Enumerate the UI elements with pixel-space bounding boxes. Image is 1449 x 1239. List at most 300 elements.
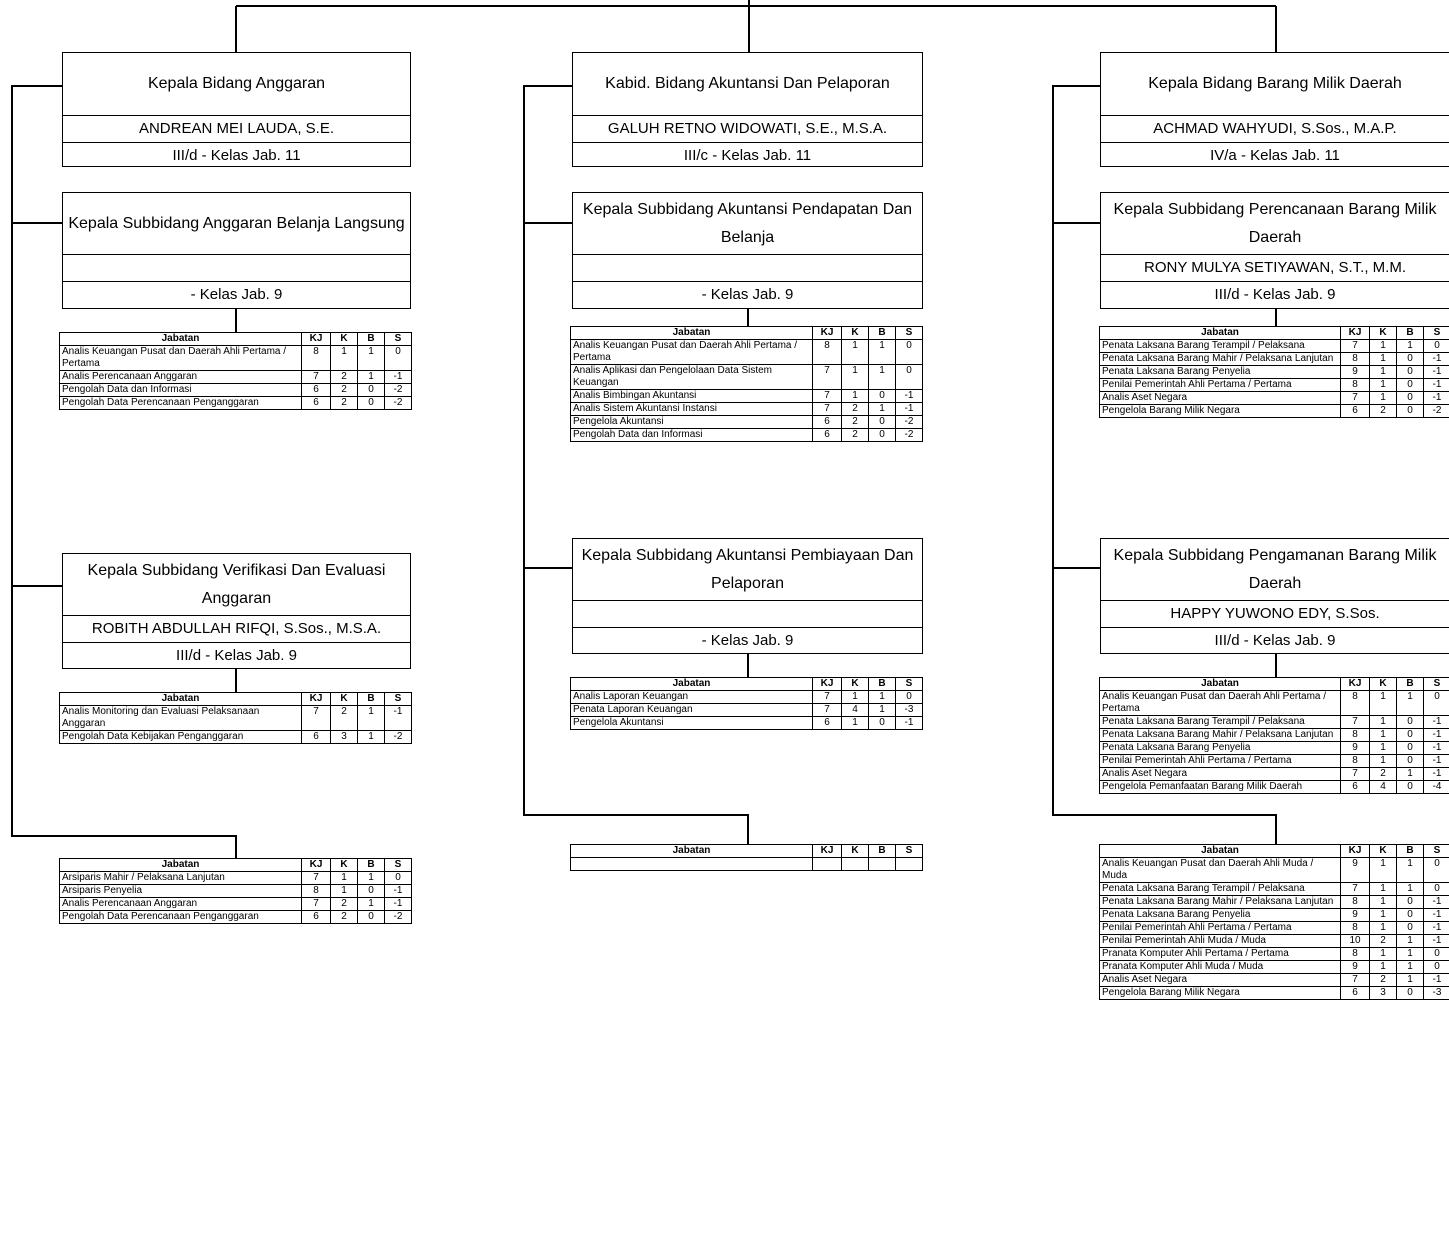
value-cell-s: -1 — [1424, 729, 1449, 742]
table-row — [1100, 366, 1449, 379]
table-row — [60, 371, 412, 384]
value-cell-s: 0 — [896, 691, 923, 704]
box-grade: III/d - Kelas Jab. 11 — [172, 147, 301, 164]
value-cell-b: 0 — [1397, 987, 1424, 1000]
box-grade: - Kelas Jab. 9 — [701, 632, 794, 649]
jabatan-table-akuntansi-pembiayaan — [570, 677, 923, 730]
value-cell-b — [869, 858, 896, 871]
value-cell-kj: 6 — [813, 416, 842, 429]
value-cell-k: 1 — [1370, 340, 1397, 353]
table-row — [1100, 691, 1449, 716]
box-grade: IV/a - Kelas Jab. 11 — [1210, 147, 1340, 164]
value-cell-b: 1 — [1397, 948, 1424, 961]
jabatan-cell: Arsiparis Mahir / Pelaksana Lanjutan — [60, 872, 302, 885]
table-header-row — [60, 859, 412, 872]
value-cell-k: 2 — [1370, 405, 1397, 418]
value-cell-k: 1 — [331, 872, 358, 885]
box-subbidang-pengamanan-barang — [1100, 538, 1449, 654]
jabatan-cell: Analis Aplikasi dan Pengelolaan Data Sistem Keuangan — [571, 365, 813, 390]
value-cell-k: 1 — [1370, 896, 1397, 909]
value-cell-kj: 6 — [813, 717, 842, 730]
value-cell-s: 0 — [1424, 691, 1449, 716]
value-cell-kj: 7 — [1341, 340, 1370, 353]
value-cell-b: 0 — [1397, 405, 1424, 418]
value-cell-k: 3 — [331, 731, 358, 744]
box-title: Kepala Bidang Anggaran — [63, 53, 410, 116]
jabatan-table-bidang-akuntansi — [570, 844, 923, 871]
value-cell-s — [896, 858, 923, 871]
table-row — [1100, 392, 1449, 405]
value-cell-kj: 8 — [1341, 691, 1370, 716]
table-row — [1100, 729, 1449, 742]
jabatan-cell: Penilai Pemerintah Ahli Pertama / Pertama — [1100, 379, 1341, 392]
table-row — [60, 346, 412, 371]
table-row — [571, 704, 923, 717]
value-cell-s: -1 — [1424, 366, 1449, 379]
value-cell-k: 2 — [331, 898, 358, 911]
value-cell-b: 1 — [1397, 961, 1424, 974]
value-cell-s: 0 — [896, 340, 923, 365]
value-cell-b: 0 — [358, 885, 385, 898]
value-cell-s: -2 — [385, 731, 412, 744]
column-header-jabatan: Jabatan — [1100, 678, 1341, 691]
value-cell-k: 1 — [1370, 353, 1397, 366]
value-cell-kj: 8 — [813, 340, 842, 365]
column-header-k: K — [331, 333, 358, 346]
jabatan-cell: Analis Sistem Akuntansi Instansi — [571, 403, 813, 416]
jabatan-table-perencanaan-barang — [1099, 326, 1449, 418]
column-header-b: B — [1397, 327, 1424, 340]
value-cell-s: -1 — [1424, 716, 1449, 729]
value-cell-k: 1 — [1370, 858, 1397, 883]
column-header-s: S — [1424, 678, 1449, 691]
value-cell-b: 0 — [1397, 909, 1424, 922]
value-cell-k: 2 — [331, 384, 358, 397]
value-cell-b: 1 — [358, 371, 385, 384]
value-cell-b: 1 — [869, 340, 896, 365]
column-header-s: S — [385, 859, 412, 872]
column-header-b: B — [1397, 678, 1424, 691]
box-subbidang-verifikasi — [62, 553, 411, 669]
value-cell-s: -1 — [1424, 974, 1449, 987]
column-header-k: K — [1370, 845, 1397, 858]
value-cell-k: 1 — [1370, 948, 1397, 961]
jabatan-cell — [571, 858, 813, 871]
value-cell-b: 0 — [1397, 781, 1424, 794]
box-subbidang-akuntansi-pendapatan — [572, 192, 923, 309]
value-cell-kj: 6 — [302, 911, 331, 924]
value-cell-s: -1 — [385, 371, 412, 384]
column-header-kj: KJ — [813, 678, 842, 691]
column-header-s: S — [1424, 327, 1449, 340]
table-row — [1100, 742, 1449, 755]
table-row — [1100, 909, 1449, 922]
value-cell-kj: 8 — [1341, 379, 1370, 392]
value-cell-b: 0 — [1397, 379, 1424, 392]
column-header-jabatan: Jabatan — [60, 859, 302, 872]
jabatan-cell: Penilai Pemerintah Ahli Pertama / Pertama — [1100, 922, 1341, 935]
box-grade: III/d - Kelas Jab. 9 — [1214, 286, 1336, 303]
table-row — [571, 858, 923, 871]
table-row — [571, 340, 923, 365]
box-title: Kepala Subbidang Perencanaan Barang Milik Daerah — [1101, 193, 1449, 255]
jabatan-table-pengamanan-barang — [1099, 677, 1449, 794]
value-cell-b: 1 — [869, 704, 896, 717]
jabatan-table-akuntansi-pendapatan — [570, 326, 923, 442]
value-cell-kj: 8 — [1341, 896, 1370, 909]
value-cell-s: -2 — [385, 911, 412, 924]
box-person-name: ROBITH ABDULLAH RIFQI, S.Sos., M.S.A. — [63, 616, 410, 643]
table-row — [1100, 935, 1449, 948]
table-row — [1100, 961, 1449, 974]
value-cell-s: 0 — [1424, 961, 1449, 974]
column-header-kj: KJ — [1341, 845, 1370, 858]
value-cell-s: -1 — [1424, 392, 1449, 405]
box-person-name: ANDREAN MEI LAUDA, S.E. — [63, 116, 410, 143]
value-cell-k: 4 — [842, 704, 869, 717]
box-kepala-bidang-barang — [1100, 52, 1449, 167]
value-cell-s: -1 — [1424, 768, 1449, 781]
value-cell-k: 3 — [1370, 987, 1397, 1000]
column-header-k: K — [1370, 678, 1397, 691]
table-row — [1100, 340, 1449, 353]
value-cell-kj: 7 — [302, 872, 331, 885]
column-header-s: S — [385, 693, 412, 706]
box-title: Kepala Subbidang Pengamanan Barang Milik Daerah — [1101, 539, 1449, 601]
value-cell-kj: 9 — [1341, 961, 1370, 974]
value-cell-s: 0 — [385, 346, 412, 371]
jabatan-cell: Pengelola Barang Milik Negara — [1100, 987, 1341, 1000]
value-cell-b: 0 — [869, 429, 896, 442]
value-cell-k: 2 — [331, 371, 358, 384]
column-header-k: K — [1370, 327, 1397, 340]
value-cell-kj: 7 — [1341, 883, 1370, 896]
value-cell-s: -2 — [1424, 405, 1449, 418]
value-cell-k: 1 — [1370, 366, 1397, 379]
value-cell-k: 1 — [1370, 729, 1397, 742]
value-cell-b: 1 — [358, 346, 385, 371]
column-header-b: B — [358, 693, 385, 706]
column-header-k: K — [331, 693, 358, 706]
table-row — [60, 885, 412, 898]
value-cell-s: -1 — [1424, 935, 1449, 948]
value-cell-k: 1 — [1370, 961, 1397, 974]
value-cell-k: 1 — [842, 717, 869, 730]
value-cell-k: 2 — [1370, 974, 1397, 987]
value-cell-k: 1 — [842, 390, 869, 403]
value-cell-kj: 7 — [302, 898, 331, 911]
value-cell-s: -1 — [1424, 922, 1449, 935]
value-cell-k: 4 — [1370, 781, 1397, 794]
value-cell-kj: 7 — [813, 403, 842, 416]
jabatan-cell: Analis Keuangan Pusat dan Daerah Ahli Muda / Muda — [1100, 858, 1341, 883]
value-cell-s: -1 — [1424, 353, 1449, 366]
jabatan-cell: Pengelola Akuntansi — [571, 717, 813, 730]
value-cell-s: 0 — [1424, 948, 1449, 961]
jabatan-cell: Analis Keuangan Pusat dan Daerah Ahli Pertama / Pertama — [1100, 691, 1341, 716]
value-cell-s: -1 — [385, 706, 412, 731]
jabatan-cell: Penata Laksana Barang Mahir / Pelaksana Lanjutan — [1100, 729, 1341, 742]
value-cell-b: 0 — [869, 416, 896, 429]
jabatan-cell: Pengolah Data Perencanaan Penganggaran — [60, 397, 302, 410]
jabatan-cell: Arsiparis Penyelia — [60, 885, 302, 898]
value-cell-s: -1 — [1424, 379, 1449, 392]
jabatan-cell: Penilai Pemerintah Ahli Pertama / Pertama — [1100, 755, 1341, 768]
jabatan-cell: Penata Laksana Barang Penyelia — [1100, 909, 1341, 922]
table-header-row — [1100, 845, 1449, 858]
value-cell-k: 1 — [1370, 922, 1397, 935]
table-header-row — [571, 678, 923, 691]
table-row — [60, 898, 412, 911]
jabatan-cell: Penata Laksana Barang Terampil / Pelaksana — [1100, 340, 1341, 353]
value-cell-b: 0 — [358, 911, 385, 924]
column-header-s: S — [385, 333, 412, 346]
value-cell-kj: 9 — [1341, 366, 1370, 379]
column-header-s: S — [896, 678, 923, 691]
value-cell-s: -1 — [385, 885, 412, 898]
value-cell-b: 0 — [1397, 742, 1424, 755]
box-kabid-akuntansi — [572, 52, 923, 167]
value-cell-kj: 7 — [813, 365, 842, 390]
jabatan-cell: Pranata Komputer Ahli Muda / Muda — [1100, 961, 1341, 974]
table-header-row — [1100, 327, 1449, 340]
column-header-b: B — [869, 845, 896, 858]
table-row — [1100, 858, 1449, 883]
value-cell-k: 2 — [842, 416, 869, 429]
column-header-k: K — [842, 678, 869, 691]
value-cell-kj: 9 — [1341, 858, 1370, 883]
jabatan-cell: Pranata Komputer Ahli Pertama / Pertama — [1100, 948, 1341, 961]
value-cell-k: 2 — [1370, 935, 1397, 948]
jabatan-cell: Analis Keuangan Pusat dan Daerah Ahli Pertama / Pertama — [60, 346, 302, 371]
column-header-jabatan: Jabatan — [60, 693, 302, 706]
column-header-kj: KJ — [1341, 678, 1370, 691]
value-cell-s: 0 — [385, 872, 412, 885]
jabatan-cell: Analis Keuangan Pusat dan Daerah Ahli Pertama / Pertama — [571, 340, 813, 365]
jabatan-cell: Penata Laksana Barang Mahir / Pelaksana Lanjutan — [1100, 353, 1341, 366]
value-cell-s: -2 — [896, 429, 923, 442]
value-cell-b: 0 — [1397, 922, 1424, 935]
jabatan-cell: Pengolah Data Kebijakan Penganggaran — [60, 731, 302, 744]
column-header-jabatan: Jabatan — [571, 845, 813, 858]
table-row — [1100, 768, 1449, 781]
table-row — [60, 384, 412, 397]
value-cell-kj: 6 — [813, 429, 842, 442]
column-header-s: S — [896, 845, 923, 858]
box-person-name — [573, 255, 922, 282]
value-cell-k: 1 — [1370, 755, 1397, 768]
column-header-jabatan: Jabatan — [1100, 845, 1341, 858]
jabatan-cell: Pengolah Data dan Informasi — [60, 384, 302, 397]
table-header-row — [60, 693, 412, 706]
value-cell-s: -4 — [1424, 781, 1449, 794]
value-cell-s: -2 — [385, 384, 412, 397]
value-cell-b: 1 — [869, 365, 896, 390]
column-header-b: B — [1397, 845, 1424, 858]
column-header-k: K — [331, 859, 358, 872]
box-person-name — [573, 601, 922, 628]
table-row — [571, 390, 923, 403]
value-cell-kj: 9 — [1341, 742, 1370, 755]
value-cell-s: -1 — [1424, 755, 1449, 768]
box-subbidang-perencanaan-barang — [1100, 192, 1449, 309]
value-cell-s: -1 — [896, 390, 923, 403]
value-cell-k: 1 — [842, 691, 869, 704]
box-person-name: RONY MULYA SETIYAWAN, S.T., M.M. — [1101, 255, 1449, 282]
value-cell-kj: 6 — [1341, 987, 1370, 1000]
table-row — [1100, 974, 1449, 987]
value-cell-kj: 6 — [1341, 405, 1370, 418]
value-cell-k: 1 — [331, 885, 358, 898]
box-person-name: HAPPY YUWONO EDY, S.Sos. — [1101, 601, 1449, 628]
value-cell-s: 0 — [1424, 883, 1449, 896]
value-cell-b: 0 — [1397, 353, 1424, 366]
value-cell-kj: 7 — [813, 691, 842, 704]
column-header-kj: KJ — [302, 859, 331, 872]
box-title: Kepala Subbidang Akuntansi Pembiayaan Dan Pelaporan — [573, 539, 922, 601]
table-row — [1100, 716, 1449, 729]
value-cell-b: 0 — [1397, 392, 1424, 405]
box-title: Kepala Subbidang Verifikasi Dan Evaluasi Anggaran — [63, 554, 410, 616]
value-cell-b: 1 — [869, 403, 896, 416]
column-header-jabatan: Jabatan — [60, 333, 302, 346]
table-row — [1100, 353, 1449, 366]
jabatan-table-bidang-barang — [1099, 844, 1449, 1000]
table-row — [60, 911, 412, 924]
column-header-kj: KJ — [813, 845, 842, 858]
value-cell-s: -1 — [385, 898, 412, 911]
value-cell-b: 1 — [1397, 691, 1424, 716]
box-grade: III/d - Kelas Jab. 9 — [176, 647, 297, 664]
box-person-name: ACHMAD WAHYUDI, S.Sos., M.A.P. — [1101, 116, 1449, 143]
table-header-row — [60, 333, 412, 346]
value-cell-s: 0 — [1424, 340, 1449, 353]
value-cell-kj: 7 — [813, 704, 842, 717]
value-cell-kj: 7 — [1341, 974, 1370, 987]
jabatan-table-bidang-anggaran — [59, 858, 412, 924]
value-cell-kj — [813, 858, 842, 871]
table-header-row — [571, 845, 923, 858]
table-row — [60, 872, 412, 885]
value-cell-k: 1 — [331, 346, 358, 371]
jabatan-cell: Penata Laksana Barang Mahir / Pelaksana Lanjutan — [1100, 896, 1341, 909]
value-cell-s: -2 — [385, 397, 412, 410]
column-header-jabatan: Jabatan — [571, 678, 813, 691]
value-cell-k: 1 — [1370, 392, 1397, 405]
column-header-k: K — [842, 327, 869, 340]
value-cell-s: -1 — [1424, 742, 1449, 755]
value-cell-kj: 6 — [302, 384, 331, 397]
column-header-kj: KJ — [302, 333, 331, 346]
column-header-kj: KJ — [302, 693, 331, 706]
value-cell-s: -3 — [1424, 987, 1449, 1000]
value-cell-b: 0 — [1397, 716, 1424, 729]
table-row — [1100, 987, 1449, 1000]
value-cell-kj: 10 — [1341, 935, 1370, 948]
table-row — [1100, 379, 1449, 392]
jabatan-cell: Analis Aset Negara — [1100, 392, 1341, 405]
value-cell-kj: 8 — [302, 346, 331, 371]
value-cell-k: 2 — [842, 429, 869, 442]
table-row — [1100, 755, 1449, 768]
jabatan-cell: Analis Aset Negara — [1100, 768, 1341, 781]
value-cell-k: 2 — [331, 706, 358, 731]
value-cell-b: 1 — [869, 691, 896, 704]
value-cell-s: -1 — [1424, 896, 1449, 909]
jabatan-table-verifikasi — [59, 692, 412, 744]
column-header-s: S — [896, 327, 923, 340]
column-header-kj: KJ — [1341, 327, 1370, 340]
table-row — [1100, 948, 1449, 961]
value-cell-k: 2 — [331, 911, 358, 924]
value-cell-b: 1 — [1397, 768, 1424, 781]
jabatan-cell: Pengolah Data Perencanaan Penganggaran — [60, 911, 302, 924]
value-cell-k: 1 — [1370, 883, 1397, 896]
value-cell-k: 1 — [1370, 716, 1397, 729]
value-cell-kj: 7 — [1341, 716, 1370, 729]
box-person-name — [63, 255, 410, 282]
value-cell-b: 0 — [358, 384, 385, 397]
table-row — [571, 416, 923, 429]
jabatan-cell: Penata Laksana Barang Penyelia — [1100, 742, 1341, 755]
table-row — [1100, 896, 1449, 909]
value-cell-s: -1 — [896, 403, 923, 416]
value-cell-b: 1 — [1397, 858, 1424, 883]
value-cell-b: 0 — [1397, 896, 1424, 909]
jabatan-cell: Penata Laksana Barang Penyelia — [1100, 366, 1341, 379]
box-subbidang-belanja-langsung — [62, 192, 411, 309]
box-person-name: GALUH RETNO WIDOWATI, S.E., M.S.A. — [573, 116, 922, 143]
column-header-b: B — [358, 333, 385, 346]
value-cell-s: -2 — [896, 416, 923, 429]
table-row — [1100, 922, 1449, 935]
jabatan-cell: Pengelola Barang Milik Negara — [1100, 405, 1341, 418]
value-cell-b: 0 — [1397, 729, 1424, 742]
box-title: Kepala Bidang Barang Milik Daerah — [1101, 53, 1449, 116]
jabatan-cell: Pengolah Data dan Informasi — [571, 429, 813, 442]
table-header-row — [571, 327, 923, 340]
value-cell-kj: 6 — [302, 397, 331, 410]
column-header-b: B — [869, 327, 896, 340]
value-cell-b: 1 — [358, 731, 385, 744]
column-header-jabatan: Jabatan — [1100, 327, 1341, 340]
table-row — [571, 365, 923, 390]
value-cell-kj: 8 — [1341, 948, 1370, 961]
value-cell-s: -1 — [896, 717, 923, 730]
value-cell-kj: 8 — [1341, 353, 1370, 366]
table-row — [571, 717, 923, 730]
box-grade: - Kelas Jab. 9 — [701, 286, 794, 303]
table-row — [571, 429, 923, 442]
table-row — [1100, 405, 1449, 418]
value-cell-k: 1 — [1370, 379, 1397, 392]
column-header-kj: KJ — [813, 327, 842, 340]
value-cell-b: 1 — [1397, 340, 1424, 353]
box-grade: III/d - Kelas Jab. 9 — [1214, 632, 1336, 649]
value-cell-s: -3 — [896, 704, 923, 717]
jabatan-cell: Analis Perencanaan Anggaran — [60, 371, 302, 384]
jabatan-cell: Analis Aset Negara — [1100, 974, 1341, 987]
value-cell-b: 1 — [358, 898, 385, 911]
value-cell-b: 1 — [358, 706, 385, 731]
value-cell-b: 0 — [358, 397, 385, 410]
value-cell-kj: 8 — [1341, 755, 1370, 768]
value-cell-kj: 7 — [1341, 768, 1370, 781]
jabatan-cell: Penilai Pemerintah Ahli Muda / Muda — [1100, 935, 1341, 948]
value-cell-b: 0 — [1397, 755, 1424, 768]
value-cell-b: 1 — [1397, 935, 1424, 948]
table-row — [60, 397, 412, 410]
